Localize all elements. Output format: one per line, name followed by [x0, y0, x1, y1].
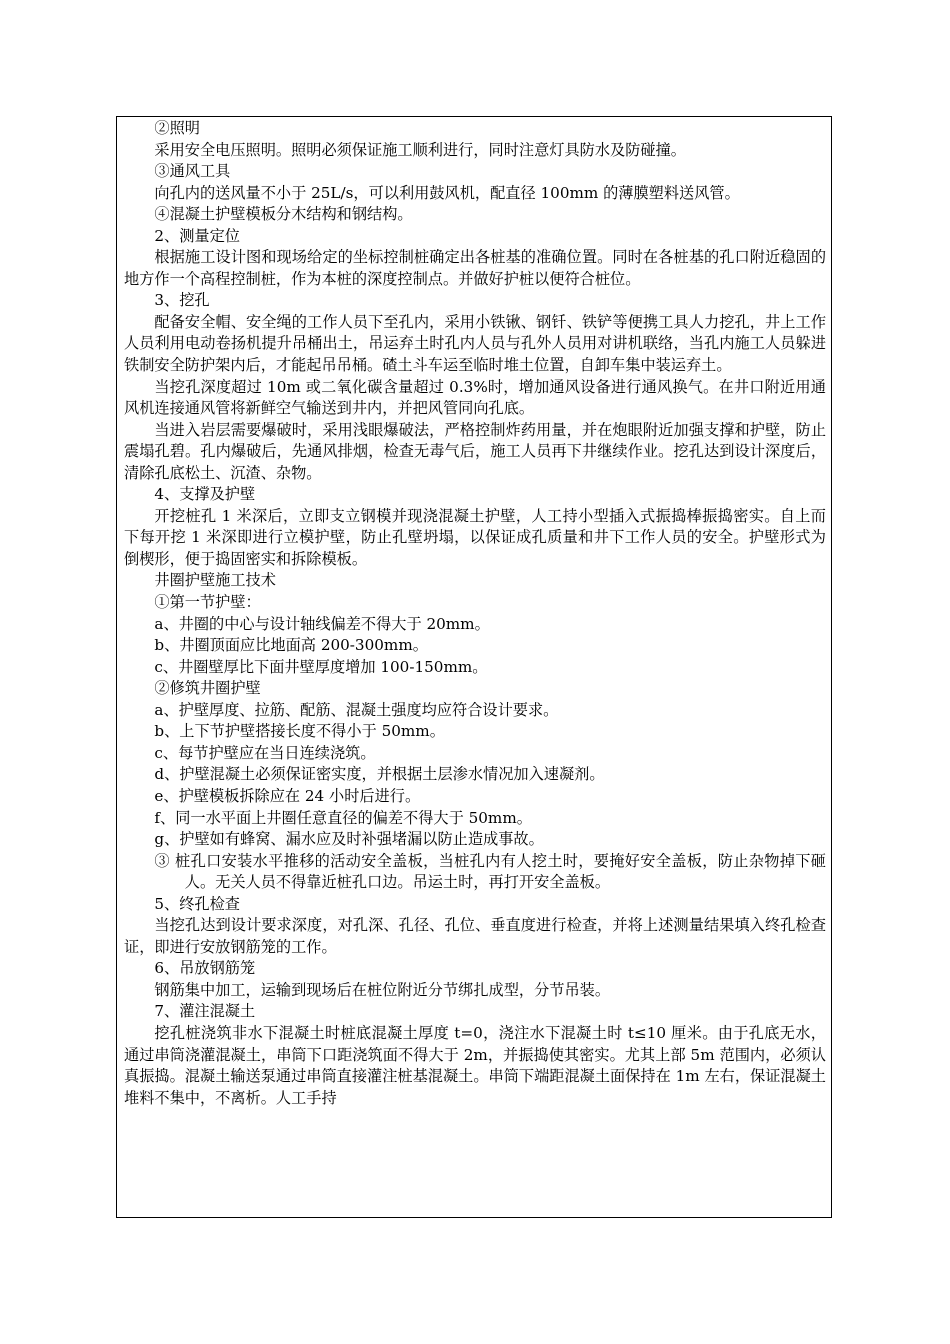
list-item: c、每节护壁应在当日连续浇筑。 — [154, 743, 376, 762]
list-item: d、护壁混凝土必须保证密实度，并根据土层渗水情况加入速凝剂。 — [154, 765, 605, 784]
paragraph-lighting: 采用安全电压照明。照明必须保证施工顺利进行，同时注意灯具防水及防碰撞。 — [154, 140, 686, 159]
paragraph-excavation-1: 配备安全帽、安全绳的工作人员下至孔内，采用小铁锹、钢钎、铁铲等便携工具人力挖孔，井上工作人员利用电动卷扬机提升吊桶出土，吊运弃土时孔内人员与孔外人员用对讲机联络，当孔内施工人员躲进铁制安全防护架内后，才能起吊吊桶。碴土斗车运至临时堆土位置，自卸车集中装运弃土。 — [124, 312, 826, 375]
table-bottom-rule — [116, 1217, 832, 1218]
paragraph-excavation-2: 当挖孔深度超过 10m 或二氧化碳含量超过 0.3%时，增加通风设备进行通风换气。在井口附近用通风机连接通风管将新鲜空气输送到井内，并把风管同向孔底。 — [124, 377, 826, 418]
paragraph-excavation-3: 当进入岩层需要爆破时，采用浅眼爆破法，严格控制炸药用量，并在炮眼附近加强支撑和护壁，防止震塌孔碧。孔内爆破后，先通风排烟，检查无毒气后，施工人员再下井继续作业。挖孔达到设计深度后，清除孔底松土、沉渣、杂物。 — [124, 420, 826, 482]
subheading-well-ring: 井圈护壁施工技术 — [154, 571, 276, 590]
subheading-first-ring: ①第一节护壁： — [154, 593, 261, 612]
paragraph-cover-plate: ③ 桩孔口安装水平推移的活动安全盖板，当桩孔内有人挖土时，要掩好安全盖板，防止杂物掉下砸人。无关人员不得靠近桩孔口边。吊运土时，再打开安全盖板。 — [154, 851, 826, 892]
paragraph-ventilation: 向孔内的送风量不小于 25L/s，可以利用鼓风机，配直径 100mm 的薄膜塑料送风管。 — [154, 183, 740, 202]
paragraph-survey: 根据施工设计图和现场给定的坐标控制桩确定出各桩基的准确位置。同时在各桩基的孔口附近稳固的地方作一个高程控制桩，作为本桩的深度控制点。并做好护桩以便符合桩位。 — [124, 248, 826, 288]
section-heading-support: 4、支撑及护壁 — [154, 485, 256, 504]
paragraph-support: 开挖桩孔 1 米深后，立即支立钢模并现浇混凝土护壁，人工持小型插入式振捣棒振捣密实。自上而下每开挖 1 米深即进行立模护壁，防止孔壁坍塌，以保证成孔质量和井下工作人员的安全。护壁形式为倒楔形，便于捣固密实和拆除模板。 — [124, 506, 826, 568]
subheading-ventilation: ③通风工具 — [154, 162, 231, 181]
section-heading-final-check: 5、终孔检查 — [154, 894, 240, 913]
subheading-lighting: ②照明 — [154, 119, 200, 137]
section-heading-concrete: 7、灌注混凝土 — [154, 1002, 256, 1021]
list-item: b、井圈顶面应比地面高 200-300mm。 — [154, 636, 428, 655]
list-item: g、护壁如有蜂窝、漏水应及时补强堵漏以防止造成事故。 — [154, 830, 544, 849]
subheading-build-ring: ②修筑井圈护壁 — [154, 679, 261, 698]
list-item: f、同一水平面上井圈任意直径的偏差不得大于 50mm。 — [154, 808, 532, 827]
paragraph-rebar-cage: 钢筋集中加工，运输到现场后在桩位附近分节绑扎成型，分节吊装。 — [154, 980, 611, 999]
section-heading-survey: 2、测量定位 — [154, 226, 240, 245]
list-item: e、护壁模板拆除应在 24 小时后进行。 — [154, 786, 421, 805]
list-item: b、上下节护壁搭接长度不得小于 50mm。 — [154, 722, 445, 741]
paragraph-concrete: 挖孔桩浇筑非水下混凝土时桩底混凝土厚度 t=0，浇注水下混凝土时 t≤10 厘米。由于孔底无水，通过串筒浇灌混凝土，串筒下口距浇筑面不得大于 2m，并振捣使其密实。尤其上部 5m 范围内，必须认真振捣。混凝土输送泵通过串筒直接灌注桩基混凝土。串筒下端距混凝土面保持在 1m 左右，保证混凝土堆料不集中，不离析。人工手持 — [124, 1023, 826, 1107]
list-item: c、井圈壁厚比下面井壁厚度增加 100-150mm。 — [154, 657, 488, 676]
list-item: a、井圈的中心与设计轴线偏差不得大于 20mm。 — [154, 614, 490, 633]
paragraph-formwork: ④混凝土护壁模板分木结构和钢结构。 — [154, 205, 413, 224]
section-heading-excavation: 3、挖孔 — [154, 291, 210, 310]
section-heading-rebar-cage: 6、吊放钢筋笼 — [154, 959, 256, 978]
list-item: a、护壁厚度、拉筋、配筋、混凝土强度均应符合设计要求。 — [154, 700, 559, 719]
document-body — [124, 118, 826, 1109]
paragraph-final-check: 当挖孔达到设计要求深度，对孔深、孔径、孔位、垂直度进行检查，并将上述测量结果填入终孔检查证，即进行安放钢筋笼的工作。 — [124, 916, 826, 956]
